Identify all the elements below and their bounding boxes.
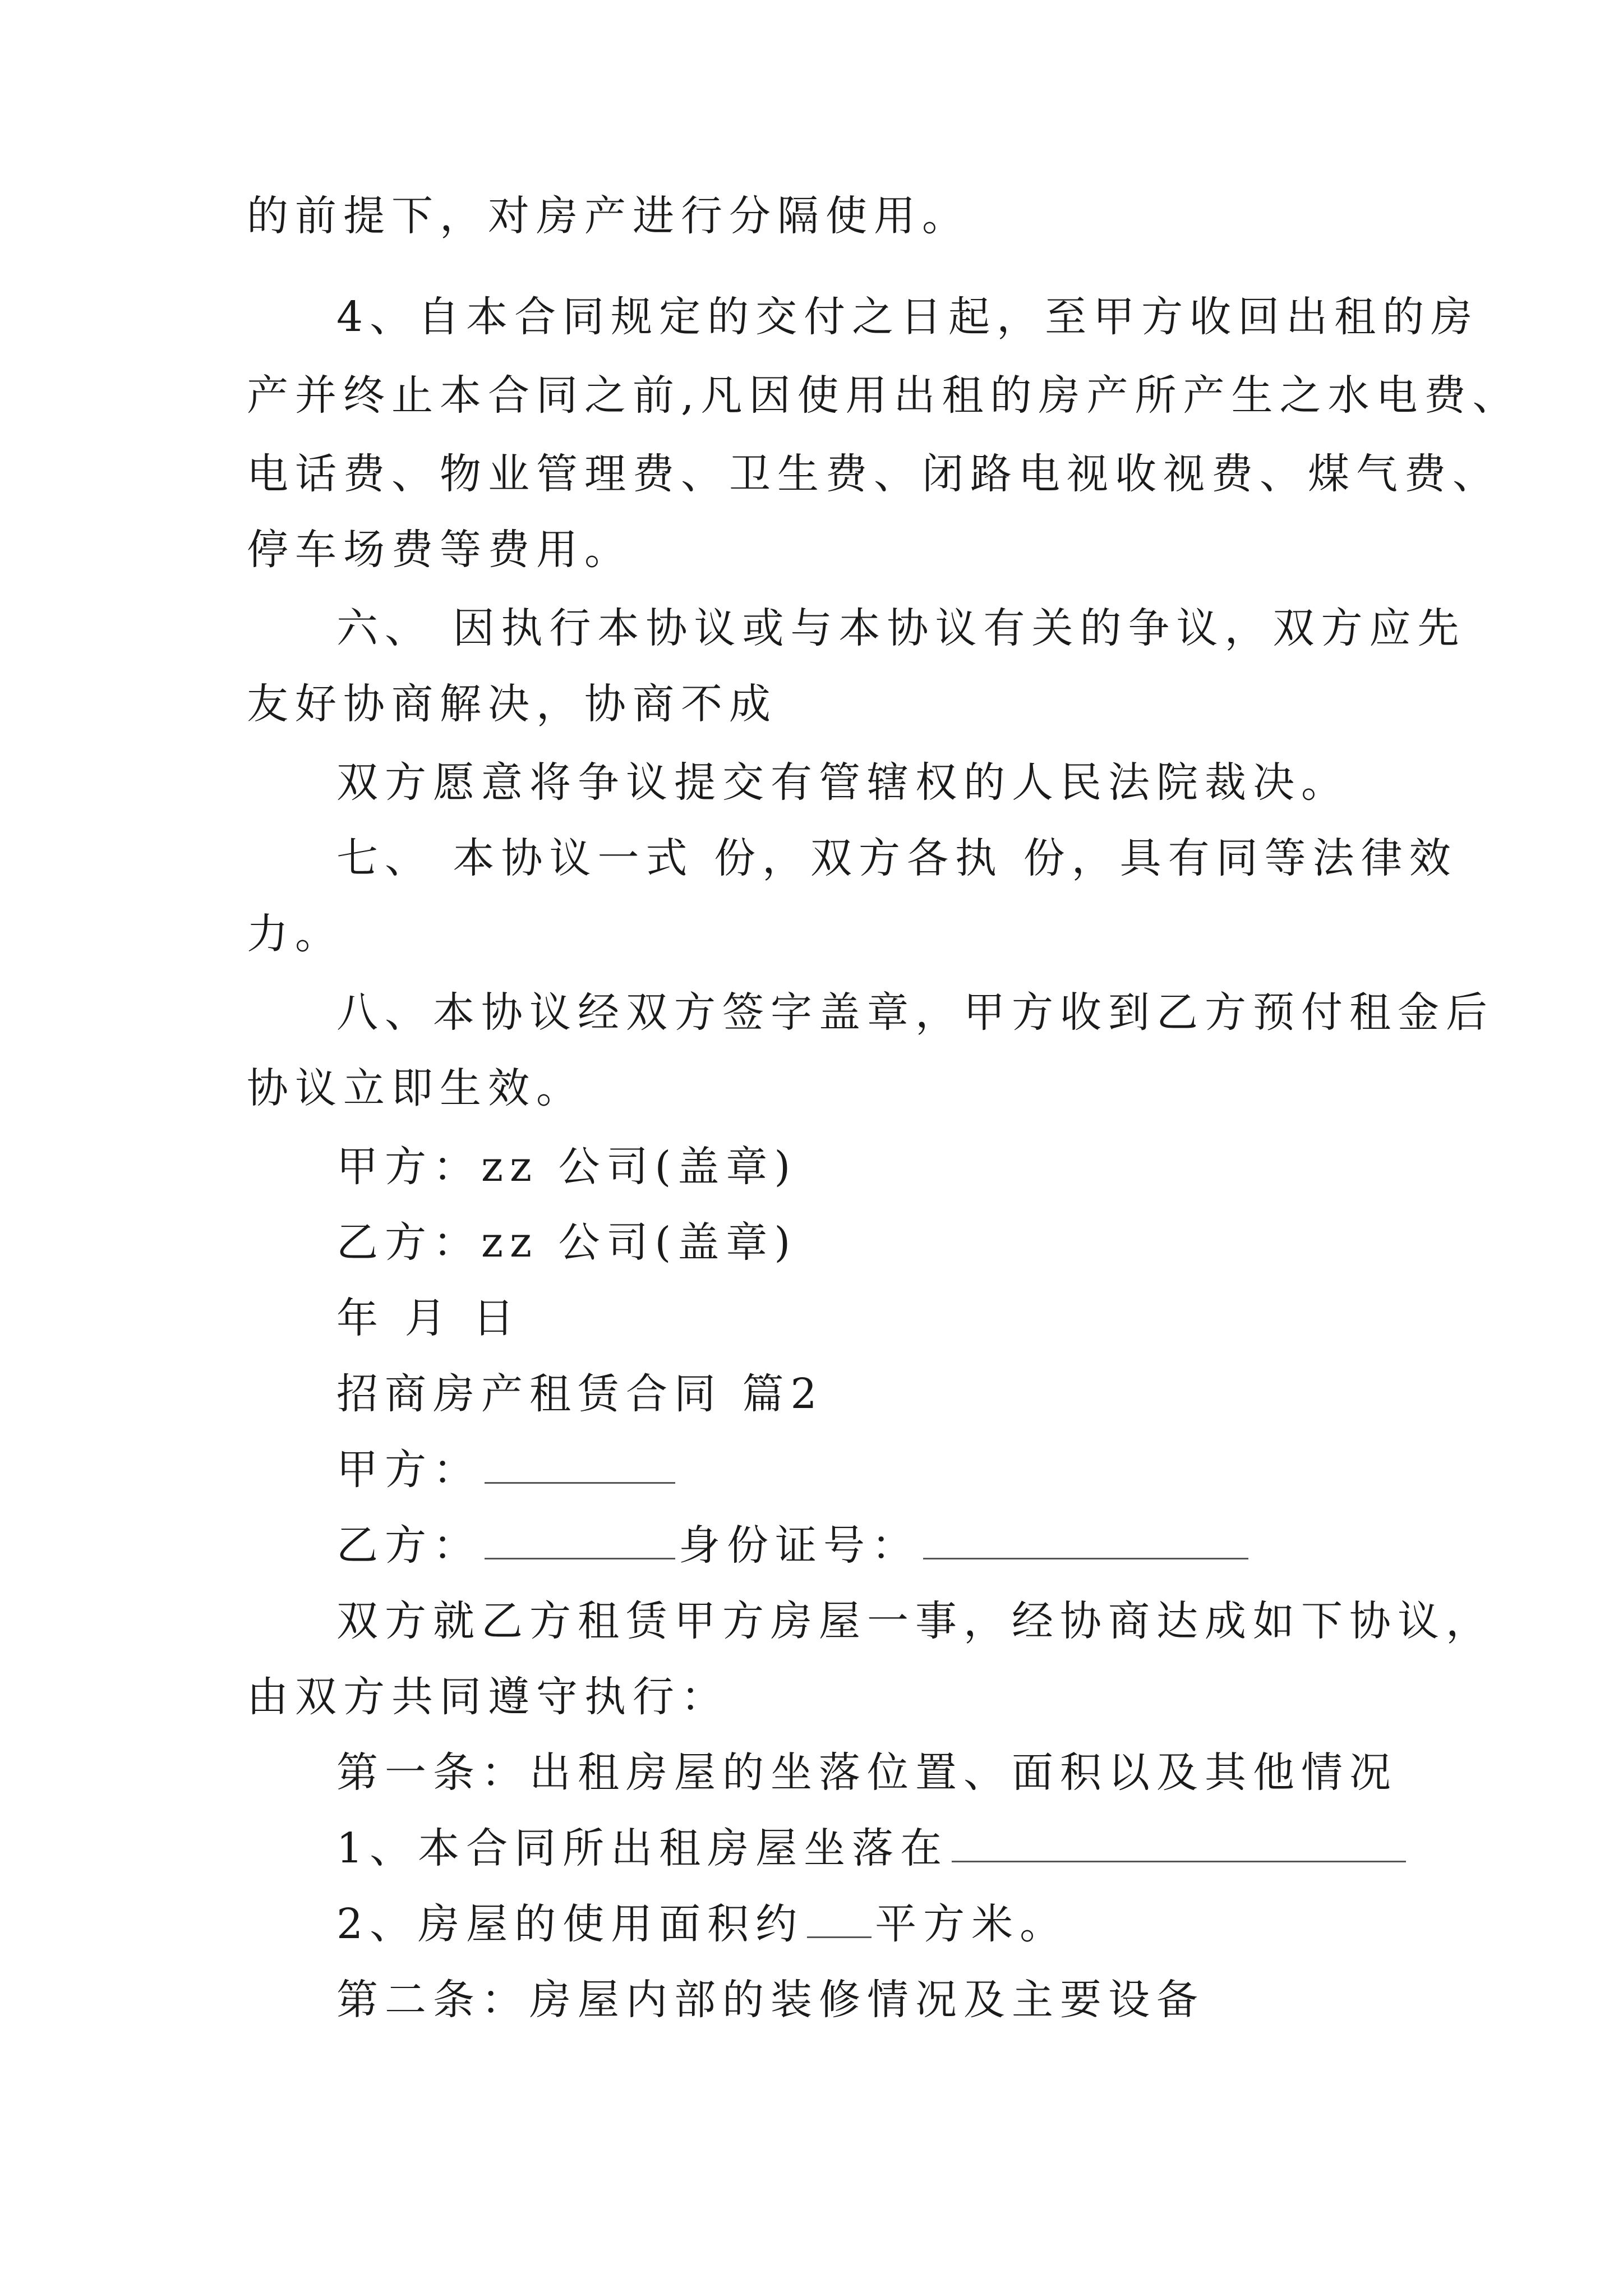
text-line: 4、自本合同规定的交付之日起，至甲方收回出租的房 xyxy=(336,293,1479,341)
area-unit: 平方米。 xyxy=(875,1900,1068,1948)
id-number-label: 身份证号： xyxy=(679,1521,920,1570)
article-heading: 第二条：房屋内部的装修情况及主要设备 xyxy=(336,1976,1205,2024)
section-title: 招商房产租赁合同 篇2 xyxy=(336,1370,824,1418)
text-line: 六、 因执行本协议或与本协议有关的争议，双方应先 xyxy=(336,604,1466,652)
location-field xyxy=(336,1823,1409,1874)
party-b-blank xyxy=(485,1523,675,1559)
area-field xyxy=(336,1899,1068,1949)
party-a-blank xyxy=(485,1447,675,1484)
text-line: 由双方共同遵守执行： xyxy=(247,1673,729,1721)
text-line: 双方愿意将争议提交有管辖权的人民法院裁决。 xyxy=(336,758,1349,807)
location-blank xyxy=(952,1826,1406,1862)
date-line: 年 月 日 xyxy=(336,1294,522,1342)
text-line: 协议立即生效。 xyxy=(247,1064,584,1112)
party-b-field xyxy=(336,1520,1252,1571)
text-line: 七、 本协议一式 份，双方各执 份，具有同等法律效 xyxy=(336,834,1458,882)
area-blank xyxy=(807,1902,872,1938)
text-line: 产并终止本合同之前,凡因使用出租的房产所产生之水电费、 xyxy=(247,371,1521,420)
party-a-field xyxy=(336,1444,679,1495)
party-a-line: 甲方：zz 公司(盖章) xyxy=(336,1143,797,1191)
text-line: 电话费、物业管理费、卫生费、闭路电视收视费、煤气费、 xyxy=(247,450,1501,498)
text-line: 双方就乙方租赁甲方房屋一事，经协商达成如下协议， xyxy=(336,1597,1494,1645)
text-line: 力。 xyxy=(247,910,343,958)
area-label: 2、房屋的使用面积约 xyxy=(336,1900,804,1948)
text-line: 的前提下，对房产进行分隔使用。 xyxy=(247,192,970,240)
text-line: 八、本协议经双方签字盖章，甲方收到乙方预付租金后 xyxy=(336,988,1494,1037)
party-b-line: 乙方：zz 公司(盖章) xyxy=(336,1218,797,1267)
id-number-blank xyxy=(923,1523,1248,1559)
party-b-label: 乙方： xyxy=(336,1521,481,1570)
text-line: 友好协商解决，协商不成 xyxy=(247,680,777,728)
article-heading: 第一条：出租房屋的坐落位置、面积以及其他情况 xyxy=(336,1749,1398,1797)
text-line: 停车场费等费用。 xyxy=(247,526,633,574)
location-label: 1、本合同所出租房屋坐落在 xyxy=(336,1824,949,1872)
party-a-label: 甲方： xyxy=(336,1446,481,1494)
